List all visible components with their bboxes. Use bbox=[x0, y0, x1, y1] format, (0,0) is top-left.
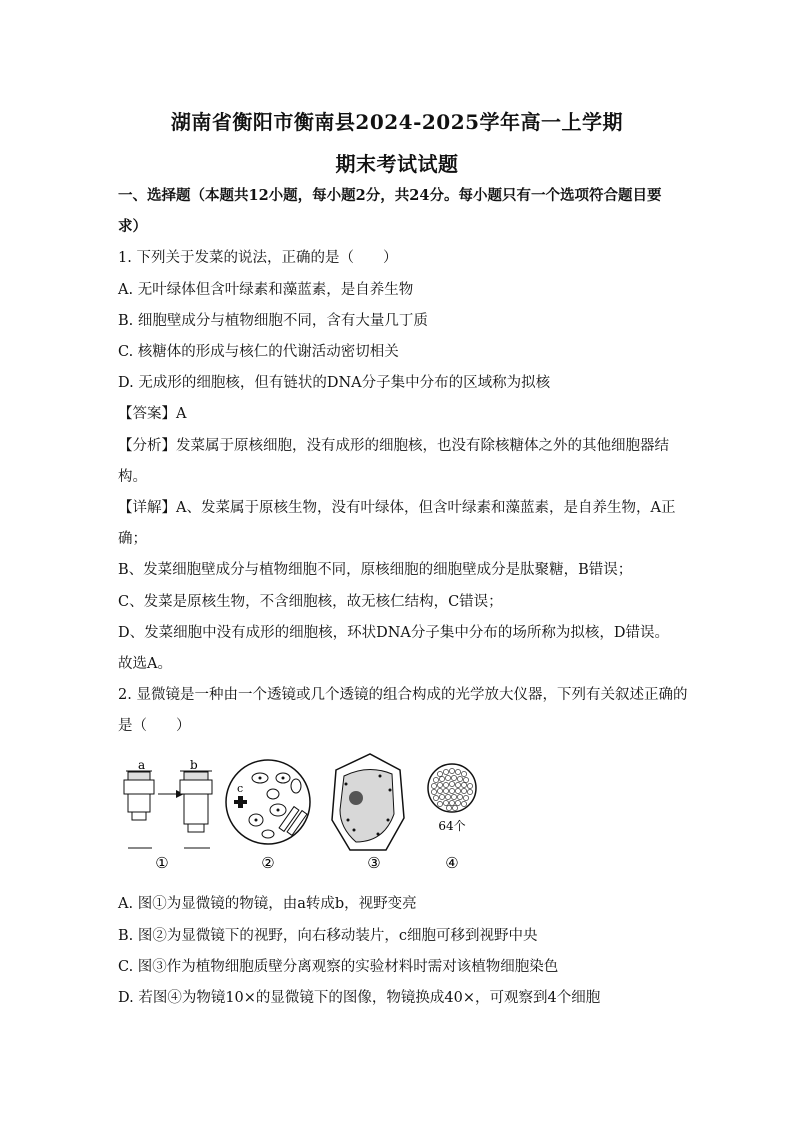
caption-4: ④ bbox=[445, 854, 459, 872]
q1-answer: 【答案】A bbox=[118, 406, 187, 422]
cell-count-diagram bbox=[428, 764, 476, 872]
q1-option-d: D. 无成形的细胞核，但有链状的DNA分子集中分布的区域称为拟核 bbox=[118, 375, 551, 391]
q2-option-a: A. 图①为显微镜的物镜，由a转成b，视野变亮 bbox=[118, 896, 417, 912]
plant-cell-diagram bbox=[332, 754, 404, 872]
q1-option-b: B. 细胞壁成分与植物细胞不同，含有大量几丁质 bbox=[118, 313, 428, 329]
exam-title-line2: 期末考试试题 bbox=[335, 152, 459, 176]
q1-analysis-cont: 构。 bbox=[118, 469, 147, 485]
q2-option-b: B. 图②为显微镜下的视野，向右移动装片，c细胞可移到视野中央 bbox=[118, 928, 538, 944]
q1-option-a: A. 无叶绿体但含叶绿素和藻蓝素，是自养生物 bbox=[118, 282, 414, 298]
q1-option-c: C. 核糖体的形成与核仁的代谢活动密切相关 bbox=[118, 344, 399, 360]
q2-stem: 2. 显微镜是一种由一个透镜或几个透镜的组合构成的光学放大仪器，下列有关叙述正确的 bbox=[118, 687, 688, 703]
section-heading: 一、选择题（本题共12小题，每小题2分，共24分。每小题只有一个选项符合题目要 bbox=[118, 187, 662, 204]
cell-count-label: 64个 bbox=[438, 819, 466, 833]
label-c: c bbox=[237, 782, 244, 795]
q2-option-c: C. 图③作为植物细胞质壁分离观察的实验材料时需对该植物细胞染色 bbox=[118, 959, 559, 975]
caption-1: ① bbox=[155, 854, 169, 872]
q1-detail-line: C、发菜是原核生物，不含细胞核，故无核仁结构，C错误； bbox=[118, 594, 503, 610]
q1-analysis: 【分析】发菜属于原核细胞，没有成形的细胞核，也没有除核糖体之外的其他细胞器结 bbox=[118, 438, 669, 454]
microscope-figure bbox=[118, 750, 498, 875]
q2-stem-cont: 是（ ） bbox=[118, 718, 191, 734]
q1-conclusion: 故选A。 bbox=[118, 656, 172, 672]
q1-detail-line: 【详解】A、发菜属于原核生物，没有叶绿体，但含叶绿素和藻蓝素，是自养生物，A正 bbox=[118, 500, 676, 516]
q1-detail-line: D、发菜细胞中没有成形的细胞核，环状DNA分子集中分布的场所称为拟核，D错误。 bbox=[118, 625, 670, 641]
caption-3: ③ bbox=[367, 854, 381, 872]
q1-detail-line: 确； bbox=[118, 531, 147, 547]
caption-2: ② bbox=[261, 854, 275, 872]
exam-title-line1: 湖南省衡阳市衡南县2024-2025学年高一上学期 bbox=[170, 110, 624, 134]
objective-lenses-diagram bbox=[124, 758, 212, 872]
q1-stem: 1. 下列关于发菜的说法，正确的是（ ） bbox=[118, 250, 398, 266]
q2-option-d: D. 若图④为物镜10×的显微镜下的图像，物镜换成40×，可观察到4个细胞 bbox=[118, 990, 601, 1006]
section-heading-cont: 求） bbox=[118, 218, 147, 235]
label-a: a bbox=[138, 758, 146, 772]
q1-detail-line: B、发菜细胞壁成分与植物细胞不同，原核细胞的细胞壁成分是肽聚糖，B错误； bbox=[118, 562, 633, 578]
label-b: b bbox=[190, 758, 198, 772]
field-of-view-diagram bbox=[226, 760, 310, 872]
